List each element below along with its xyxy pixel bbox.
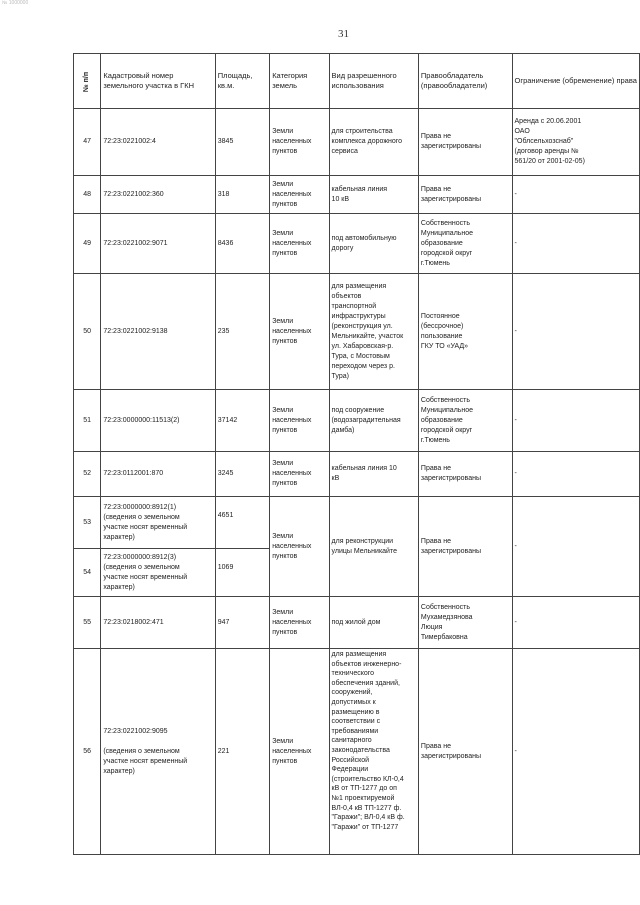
header-use: Вид разрешенного использования: [329, 54, 418, 109]
table-row: [74, 597, 640, 649]
permitted-use: под жилой дом: [329, 597, 418, 649]
row-num: 56: [74, 649, 101, 855]
area-value: 3245: [215, 452, 269, 497]
land-category: Земли населенных пунктов: [270, 214, 329, 274]
right-holder: Права не зарегистрированы: [418, 176, 512, 214]
restriction: -: [512, 597, 639, 649]
cadastral-number: 72:23:0112001:870: [101, 452, 215, 497]
right-holder: Права не зарегистрированы: [418, 649, 512, 855]
land-category: Земли населенных пунктов: [270, 109, 329, 176]
header-num: № п/п: [74, 54, 101, 109]
restriction: -: [512, 390, 639, 452]
right-holder: Собственность Муниципальное образование городской округ г.Тюмень: [418, 390, 512, 452]
restriction: -: [512, 214, 639, 274]
permitted-use: под автомобильную дорогу: [329, 214, 418, 274]
land-plots-table: [73, 53, 640, 855]
table-row: [74, 390, 640, 452]
permitted-use: для реконструкции улицы Мельникайте: [329, 497, 418, 597]
area-value: 318: [215, 176, 269, 214]
right-holder: Права не зарегистрированы: [418, 109, 512, 176]
table-row: [74, 649, 640, 855]
header-restriction: Ограничение (обременение) права: [512, 54, 639, 109]
table-row: [74, 274, 640, 390]
cadastral-number: 72:23:0221002:9071: [101, 214, 215, 274]
permitted-use: для размещения объектов инженерно- технического обеспечения зданий, сооружений, допустимых к размещению в соответствии с требованиями санитарного законодательства Российской Федерации (строительство КЛ-0,4 кВ от ТП-1277 до оп №1 проектируемой ВЛ-0,4 кВ ТП-1277 ф. "Гаражи"; ВЛ-0,4 кВ ф. "Гаражи" от ТП-1277: [329, 649, 418, 855]
land-category: Земли населенных пунктов: [270, 390, 329, 452]
row-num: 55: [74, 597, 101, 649]
restriction: -: [512, 649, 639, 855]
header-cadastral: Кадастровый номер земельного участка в ГКН: [101, 54, 215, 109]
cadastral-number: 72:23:0221002:9138: [101, 274, 215, 390]
cadastral-number: 72:23:0000000:8912(3) (сведения о земельном участке носят временный характер): [101, 549, 215, 597]
area-value: 235: [215, 274, 269, 390]
land-category: Земли населенных пунктов: [270, 497, 329, 597]
table-header-row: [74, 54, 640, 109]
row-num: 47: [74, 109, 101, 176]
table-row: [74, 109, 640, 176]
restriction: -: [512, 497, 639, 597]
row-num: 53: [74, 497, 101, 549]
row-num: 48: [74, 176, 101, 214]
row-num: 52: [74, 452, 101, 497]
area-value: 221: [215, 649, 269, 855]
area-value: 37142: [215, 390, 269, 452]
land-category: Земли населенных пунктов: [270, 452, 329, 497]
area-value: 4651: [215, 497, 269, 549]
page-number: 31: [338, 28, 349, 40]
land-category: Земли населенных пунктов: [270, 176, 329, 214]
restriction: -: [512, 176, 639, 214]
permitted-use: кабельная линия 10 кВ: [329, 176, 418, 214]
right-holder: Собственность Мухамедзянова Люция Тимербаковна: [418, 597, 512, 649]
row-num: 51: [74, 390, 101, 452]
header-area: Площадь, кв.м.: [215, 54, 269, 109]
corner-mark: № 1000000: [2, 0, 29, 6]
header-holder: Правообладатель (правообладатели): [418, 54, 512, 109]
area-value: 8436: [215, 214, 269, 274]
right-holder: Собственность Муниципальное образование городской округ г.Тюмень: [418, 214, 512, 274]
table-row: [74, 176, 640, 214]
cadastral-number: 72:23:0000000:8912(1) (сведения о земельном участке носят временный характер): [101, 497, 215, 549]
header-category: Категория земель: [270, 54, 329, 109]
table-row: [74, 214, 640, 274]
table-row: [74, 452, 640, 497]
restriction: -: [512, 452, 639, 497]
row-num: 50: [74, 274, 101, 390]
row-num: 49: [74, 214, 101, 274]
area-value: 3845: [215, 109, 269, 176]
cadastral-number: 72:23:0221002:9095 (сведения о земельном участке носят временный характер): [101, 649, 215, 855]
area-value: 1069: [215, 549, 269, 597]
permitted-use: под сооружение (водозаградительная дамба): [329, 390, 418, 452]
cadastral-number: 72:23:0218002:471: [101, 597, 215, 649]
restriction: Аренда с 20.06.2001 ОАО "Облсельхозснаб" (договор аренды № 561/20 от 2001-02-05): [512, 109, 639, 176]
right-holder: Права не зарегистрированы: [418, 452, 512, 497]
cadastral-number: 72:23:0000000:11513(2): [101, 390, 215, 452]
land-category: Земли населенных пунктов: [270, 274, 329, 390]
cadastral-number: 72:23:0221002:4: [101, 109, 215, 176]
cadastral-number: 72:23:0221002:360: [101, 176, 215, 214]
restriction: -: [512, 274, 639, 390]
land-category: Земли населенных пунктов: [270, 649, 329, 855]
area-value: 947: [215, 597, 269, 649]
table-row: [74, 497, 640, 549]
land-category: Земли населенных пунктов: [270, 597, 329, 649]
permitted-use: кабельная линия 10 кВ: [329, 452, 418, 497]
permitted-use: для строительства комплекса дорожного сервиса: [329, 109, 418, 176]
permitted-use: для размещения объектов транспортной инфраструктуры (реконструкция ул. Мельникайте, участок ул. Хабаровская-р. Тура, с Мостовым переходом через р. Тура): [329, 274, 418, 390]
right-holder: Права не зарегистрированы: [418, 497, 512, 597]
right-holder: Постоянное (бессрочное) пользование ГКУ ТО «УАД»: [418, 274, 512, 390]
row-num: 54: [74, 549, 101, 597]
